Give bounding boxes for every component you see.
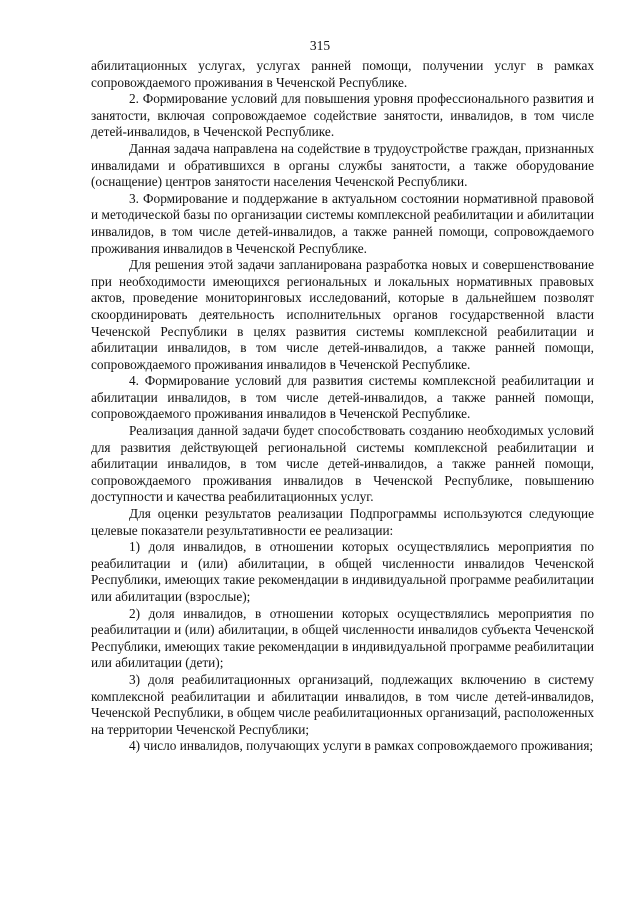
paragraph: 3. Формирование и поддержание в актуальном состоянии нормативной правовой и методической базы по организации системы комплексной реабилитации и абилитации инвалидов, в том числе детей-инвалидов, а также ранней помощи, сопровождаемого проживания инвалидов в Чеченской Республике.: [91, 190, 594, 256]
paragraph: Реализация данной задачи будет способствовать созданию необходимых условий для развития действующей региональной системы комплексной реабилитации и абилитации инвалидов, в том числе детей-инвалидов, а также ранней помощи, сопровождаемого проживания инвалидов в Чеченской Республике, повышению доступности и качества реабилитационных услуг.: [91, 423, 594, 505]
paragraph: 2. Формирование условий для повышения уровня профессионального развития и занятости, включая сопровождаемое содействие занятости, инвалидов, в том числе детей-инвалидов, в Чеченской Республике.: [91, 91, 594, 140]
list-item: 3) доля реабилитационных организаций, подлежащих включению в систему комплексной реабилитации и абилитации инвалидов, в том числе детей-инвалидов, Чеченской Республики, в общем числе реабилитационных организаций, расположенных на территории Чеченской Республики;: [91, 671, 594, 737]
paragraph: 4. Формирование условий для развития системы комплексной реабилитации и абилитации инвалидов, в том числе детей-инвалидов, а также ранней помощи, сопровождаемого проживания инвалидов в Чеченской Республике.: [91, 373, 594, 422]
page-number: 315: [309, 38, 331, 53]
paragraph: Для решения этой задачи запланирована разработка новых и совершенствование при необходимости имеющихся региональных и локальных нормативных правовых актов, проведение мониторинговых исследований, которые в дальнейшем позволят скоординировать деятельность исполнительных органов государственной власти Чеченской Республики в целях развития системы комплексной реабилитации и абилитации инвалидов, в том числе детей-инвалидов, а также ранней помощи, сопровождаемого проживания инвалидов в Чеченской Республике.: [91, 257, 594, 372]
list-item: 2) доля инвалидов, в отношении которых осуществлялись мероприятия по реабилитации и (или) абилитации, в общей численности инвалидов субъекта Чеченской Республики, имеющих такие рекомендации в индивидуальной программе реабилитации или абилитации (дети);: [91, 605, 594, 671]
list-item: 1) доля инвалидов, в отношении которых осуществлялись мероприятия по реабилитации и (или) абилитации, в общей численности инвалидов Чеченской Республики, имеющих такие рекомендации в индивидуальной программе реабилитации или абилитации (взрослые);: [91, 539, 594, 604]
paragraph: абилитационных услугах, услугах ранней помощи, получении услуг в рамках сопровождаемого проживания в Чеченской Республике.: [91, 58, 594, 90]
paragraph: Для оценки результатов реализации Подпрограммы используются следующие целевые показатели результативности ее реализации:: [91, 506, 594, 538]
document-body: [91, 58, 594, 755]
paragraph: Данная задача направлена на содействие в трудоустройстве граждан, признанных инвалидами и обратившихся в органы службы занятости, а также оборудование (оснащение) центров занятости населения Чеченской Республики.: [91, 140, 594, 190]
list-item: 4) число инвалидов, получающих услуги в рамках сопровождаемого проживания;: [129, 738, 594, 754]
